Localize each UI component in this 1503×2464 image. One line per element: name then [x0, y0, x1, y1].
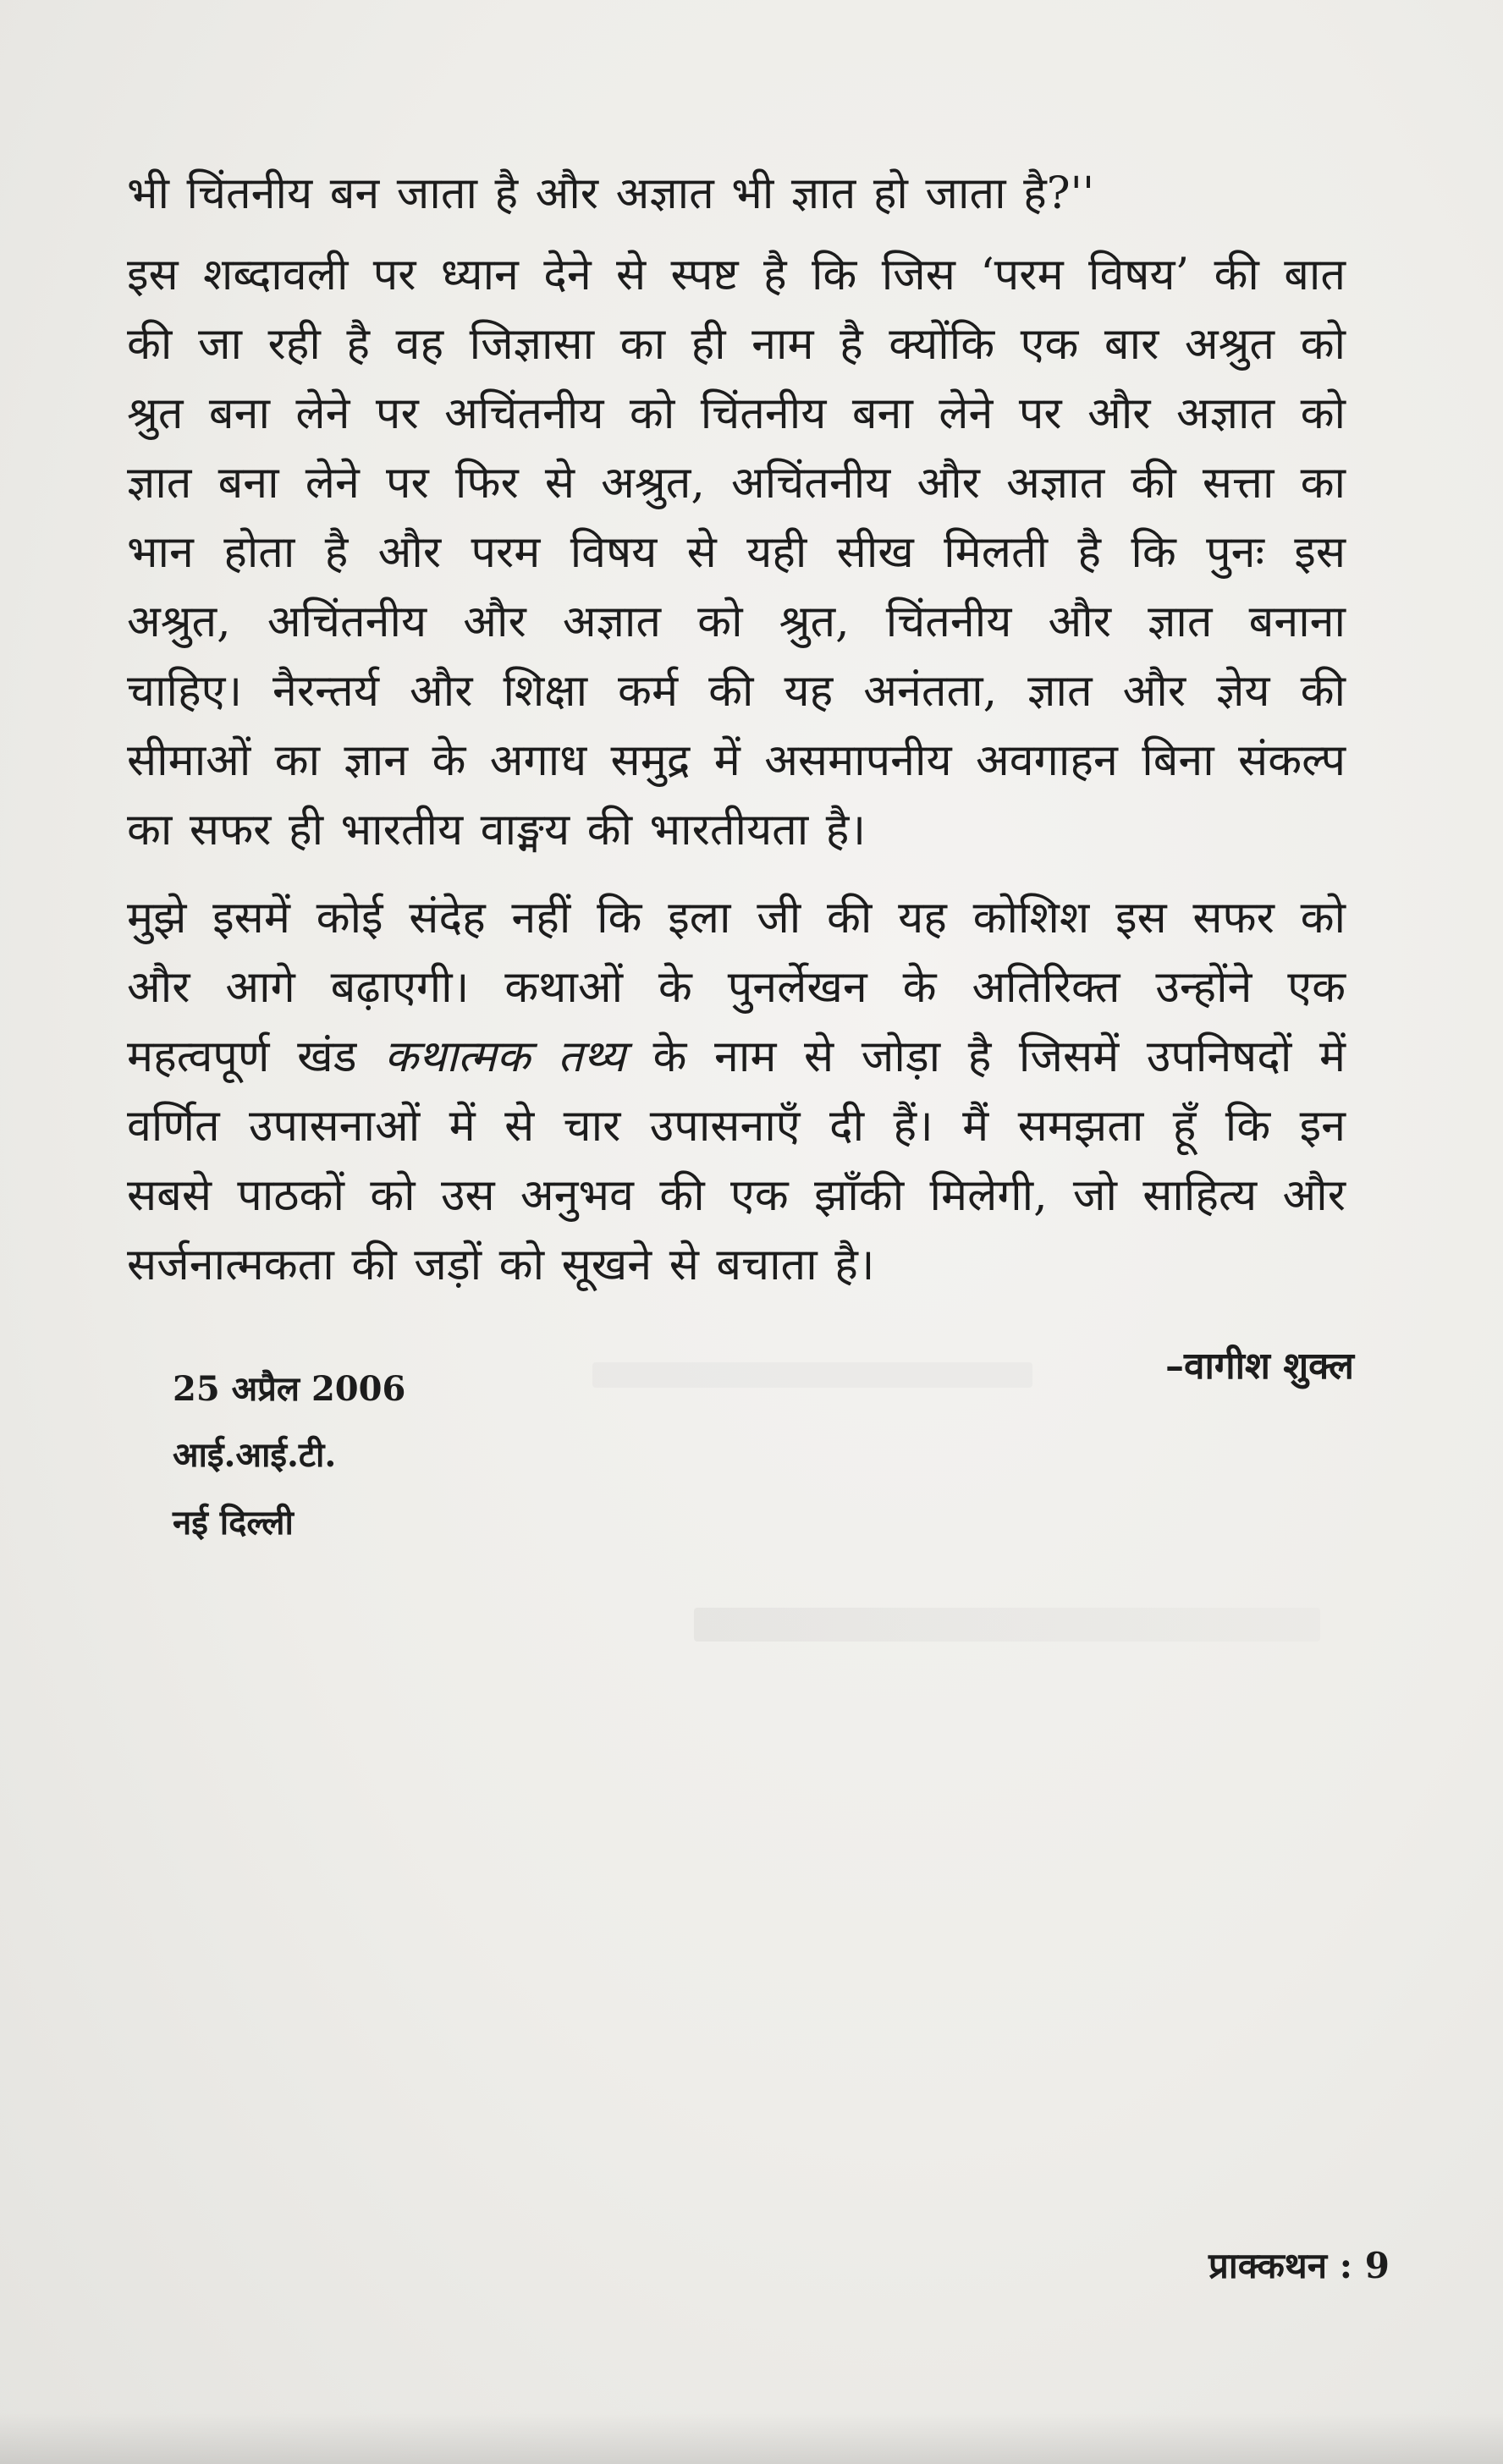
institute-line: आई.आई.टी.: [173, 1435, 337, 1475]
text-line: श्रुत बना लेने पर अचिंतनीय को चिंतनीय बना लेने पर और अज्ञात को: [127, 388, 1346, 439]
text-line: मुझे इसमें कोई संदेह नहीं कि इला जी की यह कोशिश इस सफर को: [127, 893, 1346, 943]
text-line: भी चिंतनीय बन जाता है और अज्ञात भी ज्ञात हो जाता है?'': [127, 168, 1095, 219]
text-line: चाहिए। नैरन्तर्य और शिक्षा कर्म की यह अनंतता, ज्ञात और ज्ञेय की: [127, 666, 1346, 717]
city-line: नई दिल्ली: [173, 1503, 294, 1543]
text-line: भान होता है और परम विषय से यही सीख मिलती है कि पुनः इस: [127, 527, 1346, 578]
text-line: सर्जनात्मकता की जड़ों को सूखने से बचाता है।: [127, 1240, 875, 1290]
text-line: सीमाओं का ज्ञान के अगाध समुद्र में असमापनीय अवगाहन बिना संकल्प: [127, 735, 1346, 786]
text-line: इस शब्दावली पर ध्यान देने से स्पष्ट है कि जिस ‘परम विषय’ की बात: [127, 250, 1346, 300]
show-through-text: [694, 1608, 1320, 1642]
page-footer-label: प्राक्कथन : 9: [1208, 2245, 1390, 2286]
paragraph-1: [127, 240, 1346, 865]
date-line: 25 अप्रैल 2006: [173, 1369, 406, 1409]
page-edge-shadow: [0, 2413, 1503, 2464]
show-through-text: [592, 1362, 1032, 1388]
text-line: की जा रही है वह जिज्ञासा का ही नाम है क्योंकि एक बार अश्रुत को: [127, 319, 1346, 370]
author-signature: –वागीश शुक्ल: [1165, 1345, 1354, 1388]
text-line-with-italic: [127, 1022, 1346, 1092]
text-segment: महत्वपूर्ण खंड: [127, 1031, 357, 1082]
text-line: का सफर ही भारतीय वाङ्मय की भारतीयता है।: [127, 805, 867, 855]
text-line: और आगे बढ़ाएगी। कथाओं के पुनर्लेखन के अतिरिक्त उन्होंने एक: [127, 962, 1346, 1013]
paragraph-quote-end: [127, 159, 1346, 228]
italic-title: कथात्मक तथ्य: [384, 1031, 625, 1082]
text-segment: के नाम से जोड़ा है जिसमें उपनिषदों में: [652, 1031, 1346, 1082]
text-line: अश्रुत, अचिंतनीय और अज्ञात को श्रुत, चिंतनीय और ज्ञात बनाना: [127, 597, 1346, 647]
paragraph-2: [127, 883, 1346, 1300]
text-line: ज्ञात बना लेने पर फिर से अश्रुत, अचिंतनीय और अज्ञात की सत्ता का: [127, 458, 1346, 509]
text-line: सबसे पाठकों को उस अनुभव की एक झाँकी मिलेगी, जो साहित्य और: [127, 1170, 1346, 1221]
text-line: वर्णित उपासनाओं में से चार उपासनाएँ दी हैं। मैं समझता हूँ कि इन: [127, 1101, 1346, 1152]
